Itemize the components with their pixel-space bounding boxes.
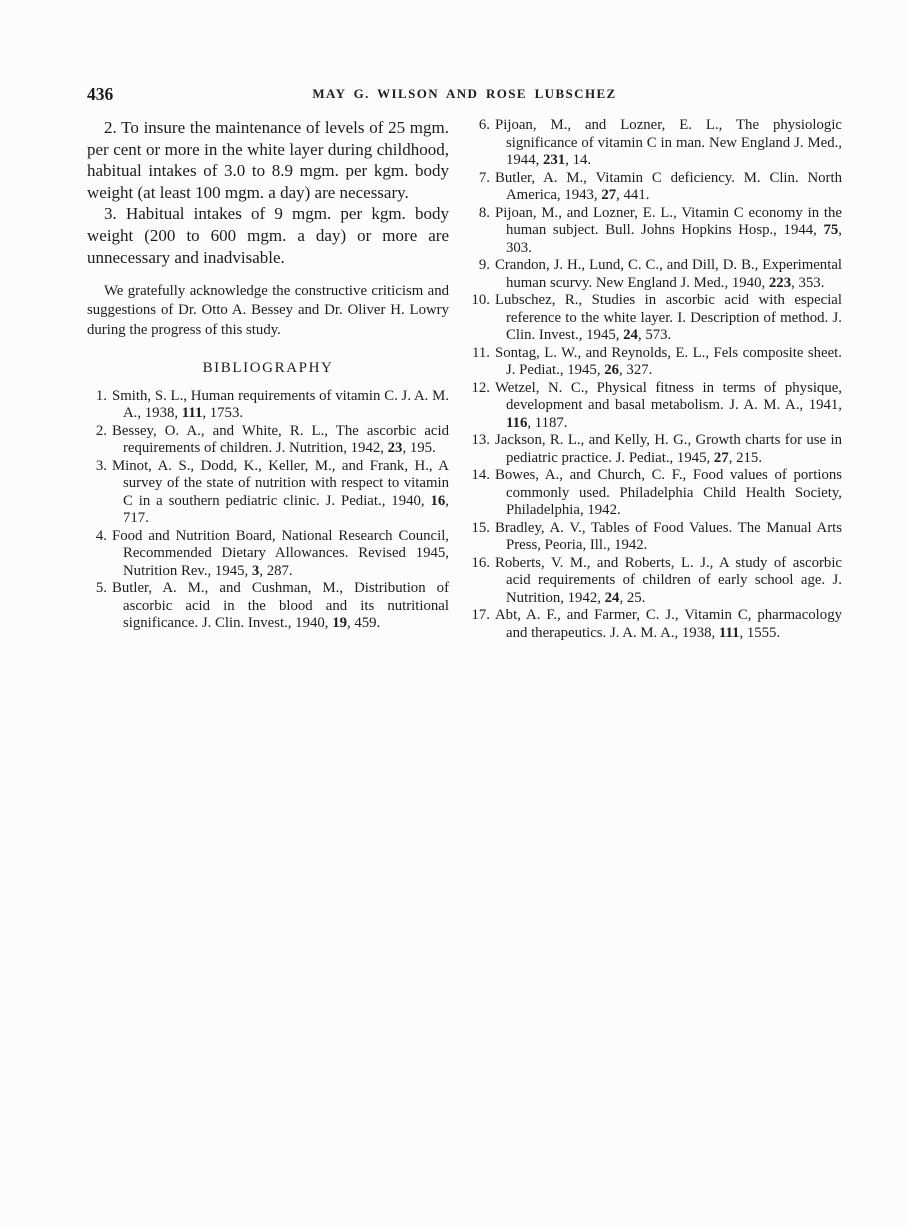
reference-item: 9. Crandon, J. H., Lund, C. C., and Dill, D. B., Experimental human scurvy. New England J. Med., 1940, 223, 353. bbox=[470, 257, 842, 292]
reference-number: 7. bbox=[478, 169, 490, 186]
reference-number: 10. bbox=[471, 292, 490, 308]
references-list-left bbox=[87, 388, 449, 633]
reference-item: 10. Lubschez, R., Studies in ascorbic acid with especial reference to the white layer. I. Description of method. J. Clin. Invest., 1945, 24, 573. bbox=[471, 292, 842, 343]
acknowledgment-paragraph: We gratefully acknowledge the constructive criticism and suggestions of Dr. Otto A. Bessey and Dr. Oliver H. Lowry during the progress of this study. bbox=[87, 283, 449, 338]
reference-item: 15. Bradley, A. V., Tables of Food Values. The Manual Arts Press, Peoria, Ill., 1942. bbox=[471, 519, 842, 553]
reference-number: 11. bbox=[472, 344, 490, 361]
volume-number: 27 bbox=[601, 187, 617, 203]
volume-number: 16 bbox=[430, 492, 446, 509]
reference-number: 8. bbox=[478, 204, 490, 221]
reference-item: 14. Bowes, A., and Church, C. F., Food values of portions commonly used. Philadelphia Child Health Society, Philadelphia, 1942. bbox=[471, 467, 842, 518]
two-column-body bbox=[87, 117, 842, 642]
reference-number: 3. bbox=[95, 457, 107, 474]
volume-number: 19 bbox=[332, 615, 347, 632]
conclusion-paragraph: 3. Habitual intakes of 9 mgm. per kgm. body weight (200 to 600 mgm. a day) or more are unnecessary and inadvisable. bbox=[87, 204, 449, 267]
references-list-right bbox=[470, 117, 842, 642]
reference-item: 6. Pijoan, M., and Lozner, E. L., The physiologic significance of vitamin C in man. New England J. Med., 1944, 231, 14. bbox=[470, 117, 842, 170]
reference-number: 2. bbox=[95, 422, 107, 439]
reference-item: 4. Food and Nutrition Board, National Research Council, Recommended Dietary Allowances. Revised 1945, Nutrition Rev., 1945, 3, 287. bbox=[87, 528, 449, 581]
reference-number: 13. bbox=[471, 432, 490, 448]
volume-number: 24 bbox=[623, 327, 638, 343]
right-column bbox=[470, 117, 842, 642]
volume-number: 24 bbox=[604, 589, 620, 606]
reference-number: 9. bbox=[478, 257, 490, 273]
reference-number: 14. bbox=[471, 467, 490, 483]
volume-number: 75 bbox=[823, 222, 839, 238]
reference-number: 15. bbox=[471, 519, 490, 536]
reference-item: 13. Jackson, R. L., and Kelly, H. G., Growth charts for use in pediatric practice. J. Pediat., 1945, 27, 215. bbox=[471, 432, 842, 466]
reference-number: 4. bbox=[95, 527, 107, 544]
reference-item: 7. Butler, A. M., Vitamin C deficiency. M. Clin. North America, 1943, 27, 441. bbox=[470, 170, 842, 205]
reference-item: 3. Minot, A. S., Dodd, K., Keller, M., and Frank, H., A survey of the state of nutrition with respect to vitamin C in a southern pediatric clinic. J. Pediat., 1940, 16, 717. bbox=[87, 458, 449, 528]
volume-number: 23 bbox=[387, 440, 403, 457]
volume-number: 27 bbox=[713, 449, 729, 466]
reference-item: 8. Pijoan, M., and Lozner, E. L., Vitamin C economy in the human subject. Bull. Johns Hopkins Hosp., 1944, 75, 303. bbox=[470, 205, 842, 258]
reference-item: 16. Roberts, V. M., and Roberts, L. J., A study of ascorbic acid requirements of children of early school age. J. Nutrition, 1942, 24, 25. bbox=[471, 554, 842, 606]
bibliography-heading: BIBLIOGRAPHY bbox=[202, 359, 334, 376]
volume-number: 26 bbox=[604, 362, 620, 378]
volume-number: 223 bbox=[768, 274, 792, 291]
page-number: 436 bbox=[87, 84, 114, 104]
reference-number: 5. bbox=[95, 580, 107, 597]
volume-number: 3 bbox=[251, 562, 260, 579]
reference-item: 11. Sontag, L. W., and Reynolds, E. L., Fels composite sheet. J. Pediat., 1945, 26, 327. bbox=[470, 345, 842, 380]
running-title: MAY G. WILSON AND ROSE LUBSCHEZ bbox=[312, 86, 617, 101]
volume-number: 231 bbox=[543, 152, 566, 168]
volume-number: 111 bbox=[181, 405, 203, 422]
reference-item: 12. Wetzel, N. C., Physical fitness in terms of physique, development and basal metabolism. J. A. M. A., 1941, 116, 1187. bbox=[471, 379, 842, 431]
reference-item: 1. Smith, S. L., Human requirements of vitamin C. J. A. M. A., 1938, 111, 1753. bbox=[87, 388, 449, 423]
reference-number: 1. bbox=[95, 387, 107, 404]
page-header bbox=[87, 84, 842, 104]
reference-number: 17. bbox=[471, 607, 490, 623]
reference-number: 12. bbox=[471, 379, 490, 396]
conclusion-paragraphs bbox=[87, 117, 449, 268]
left-column bbox=[87, 117, 449, 642]
reference-item: 17. Abt, A. F., and Farmer, C. J., Vitamin C, pharmacology and therapeutics. J. A. M. A., 1938, 111, 1555. bbox=[471, 607, 842, 641]
volume-number: 116 bbox=[506, 414, 528, 431]
conclusion-paragraph: 2. To insure the maintenance of levels of 25 mgm. per cent or more in the white layer during childhood, habitual intakes of 3.0 to 8.9 mgm. per kgm. body weight (at least 100 mgm. a day) are necessary. bbox=[87, 118, 449, 202]
reference-number: 6. bbox=[478, 117, 490, 133]
volume-number: 111 bbox=[718, 624, 740, 641]
reference-item: 2. Bessey, O. A., and White, R. L., The ascorbic acid requirements of children. J. Nutrition, 1942, 23, 195. bbox=[87, 423, 449, 458]
reference-number: 16. bbox=[471, 554, 490, 571]
reference-item: 5. Butler, A. M., and Cushman, M., Distribution of ascorbic acid in the blood and its nutritional significance. J. Clin. Invest., 1940, 19, 459. bbox=[87, 580, 449, 633]
